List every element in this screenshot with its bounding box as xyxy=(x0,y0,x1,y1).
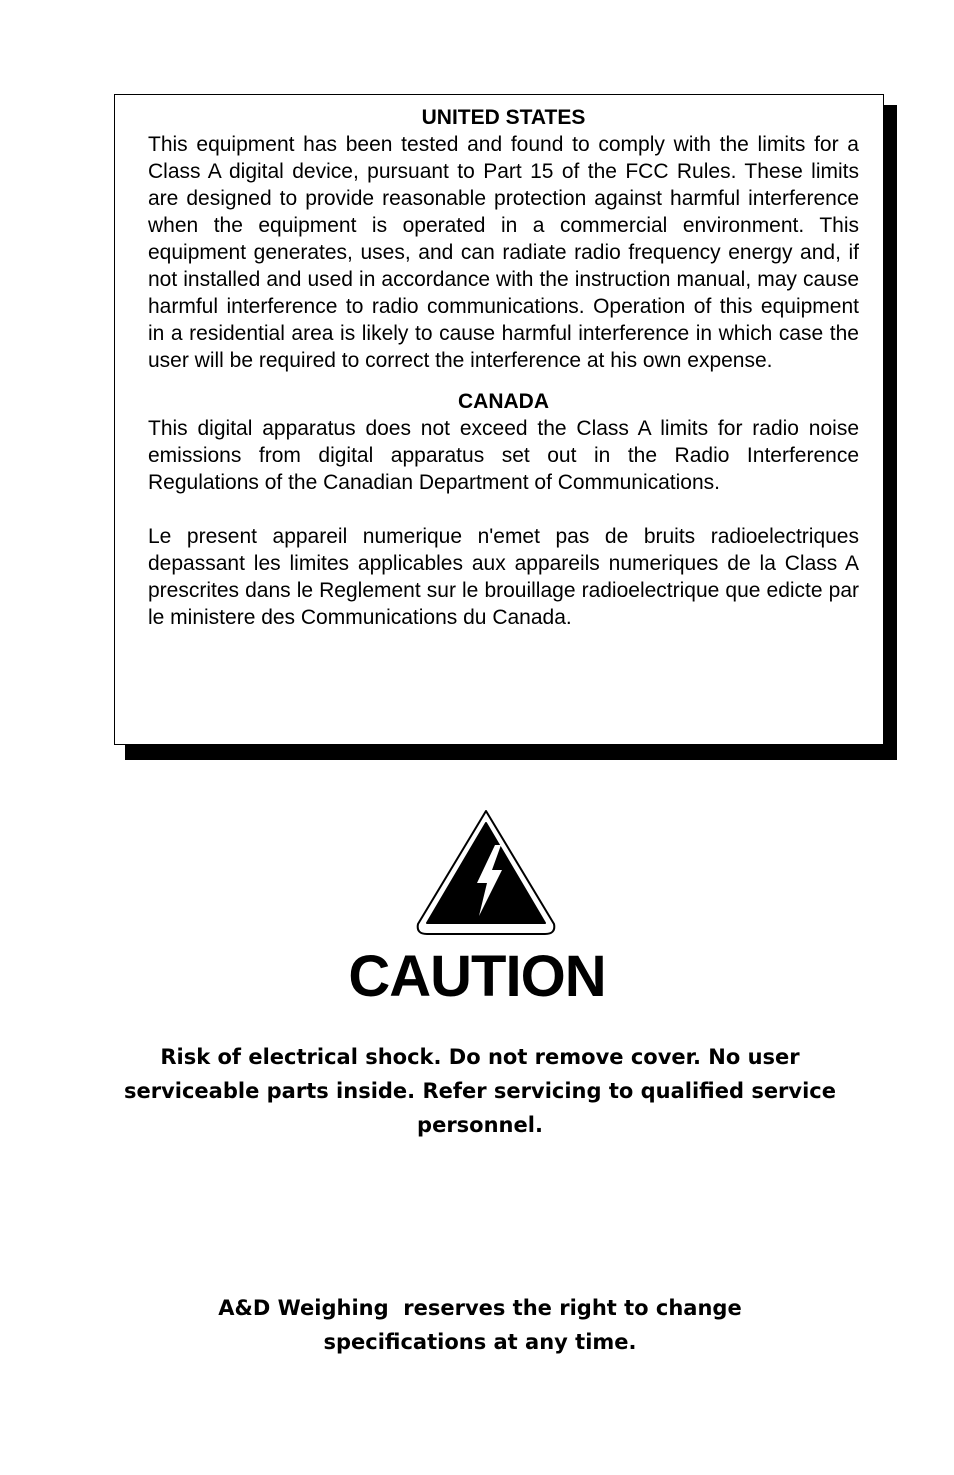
paragraph-spacer xyxy=(148,496,859,523)
fcc-notice-box xyxy=(114,94,884,745)
electrical-hazard-icon xyxy=(415,808,557,936)
canada-heading: CANADA xyxy=(458,390,549,413)
section-spacer xyxy=(148,374,859,389)
specifications-notice: A&D Weighing reserves the right to change specifications at any time. xyxy=(218,1296,749,1354)
canada-statement-french: Le present appareil numerique n'emet pas de bruits radioelectriques depassant les limites applicables aux appareils numeriques de la Class A prescrites dans le Reglement sur le brouillage radioelectrique que edicte par le ministere des Communications du Canada. xyxy=(148,525,859,629)
us-statement: This equipment has been tested and found to comply with the limits for a Class A digital device, pursuant to Part 15 of the FCC Rules. These limits are designed to provide reasonable protection against harmful interference when the equipment is operated in a commercial environment. This equipment generates, uses, and can radiate radio frequency energy and, if not installed and used in accordance with the instruction manual, may cause harmful interference to radio communications. Operation of this equipment in a residential area is likely to cause harmful interference in which case the user will be required to correct the interference at his own expense. xyxy=(148,133,859,372)
caution-title: CAUTION xyxy=(348,944,606,1009)
caution-warning-text: Risk of electrical shock. Do not remove cover. No user serviceable parts inside. Refer servicing to qualified service personnel. xyxy=(124,1045,836,1137)
us-heading: UNITED STATES xyxy=(421,106,586,129)
canada-statement-english: This digital apparatus does not exceed the Class A limits for radio noise emissions from digital apparatus set out in the Radio Interference Regulations of the Canadian Department of Communications. xyxy=(148,417,859,494)
